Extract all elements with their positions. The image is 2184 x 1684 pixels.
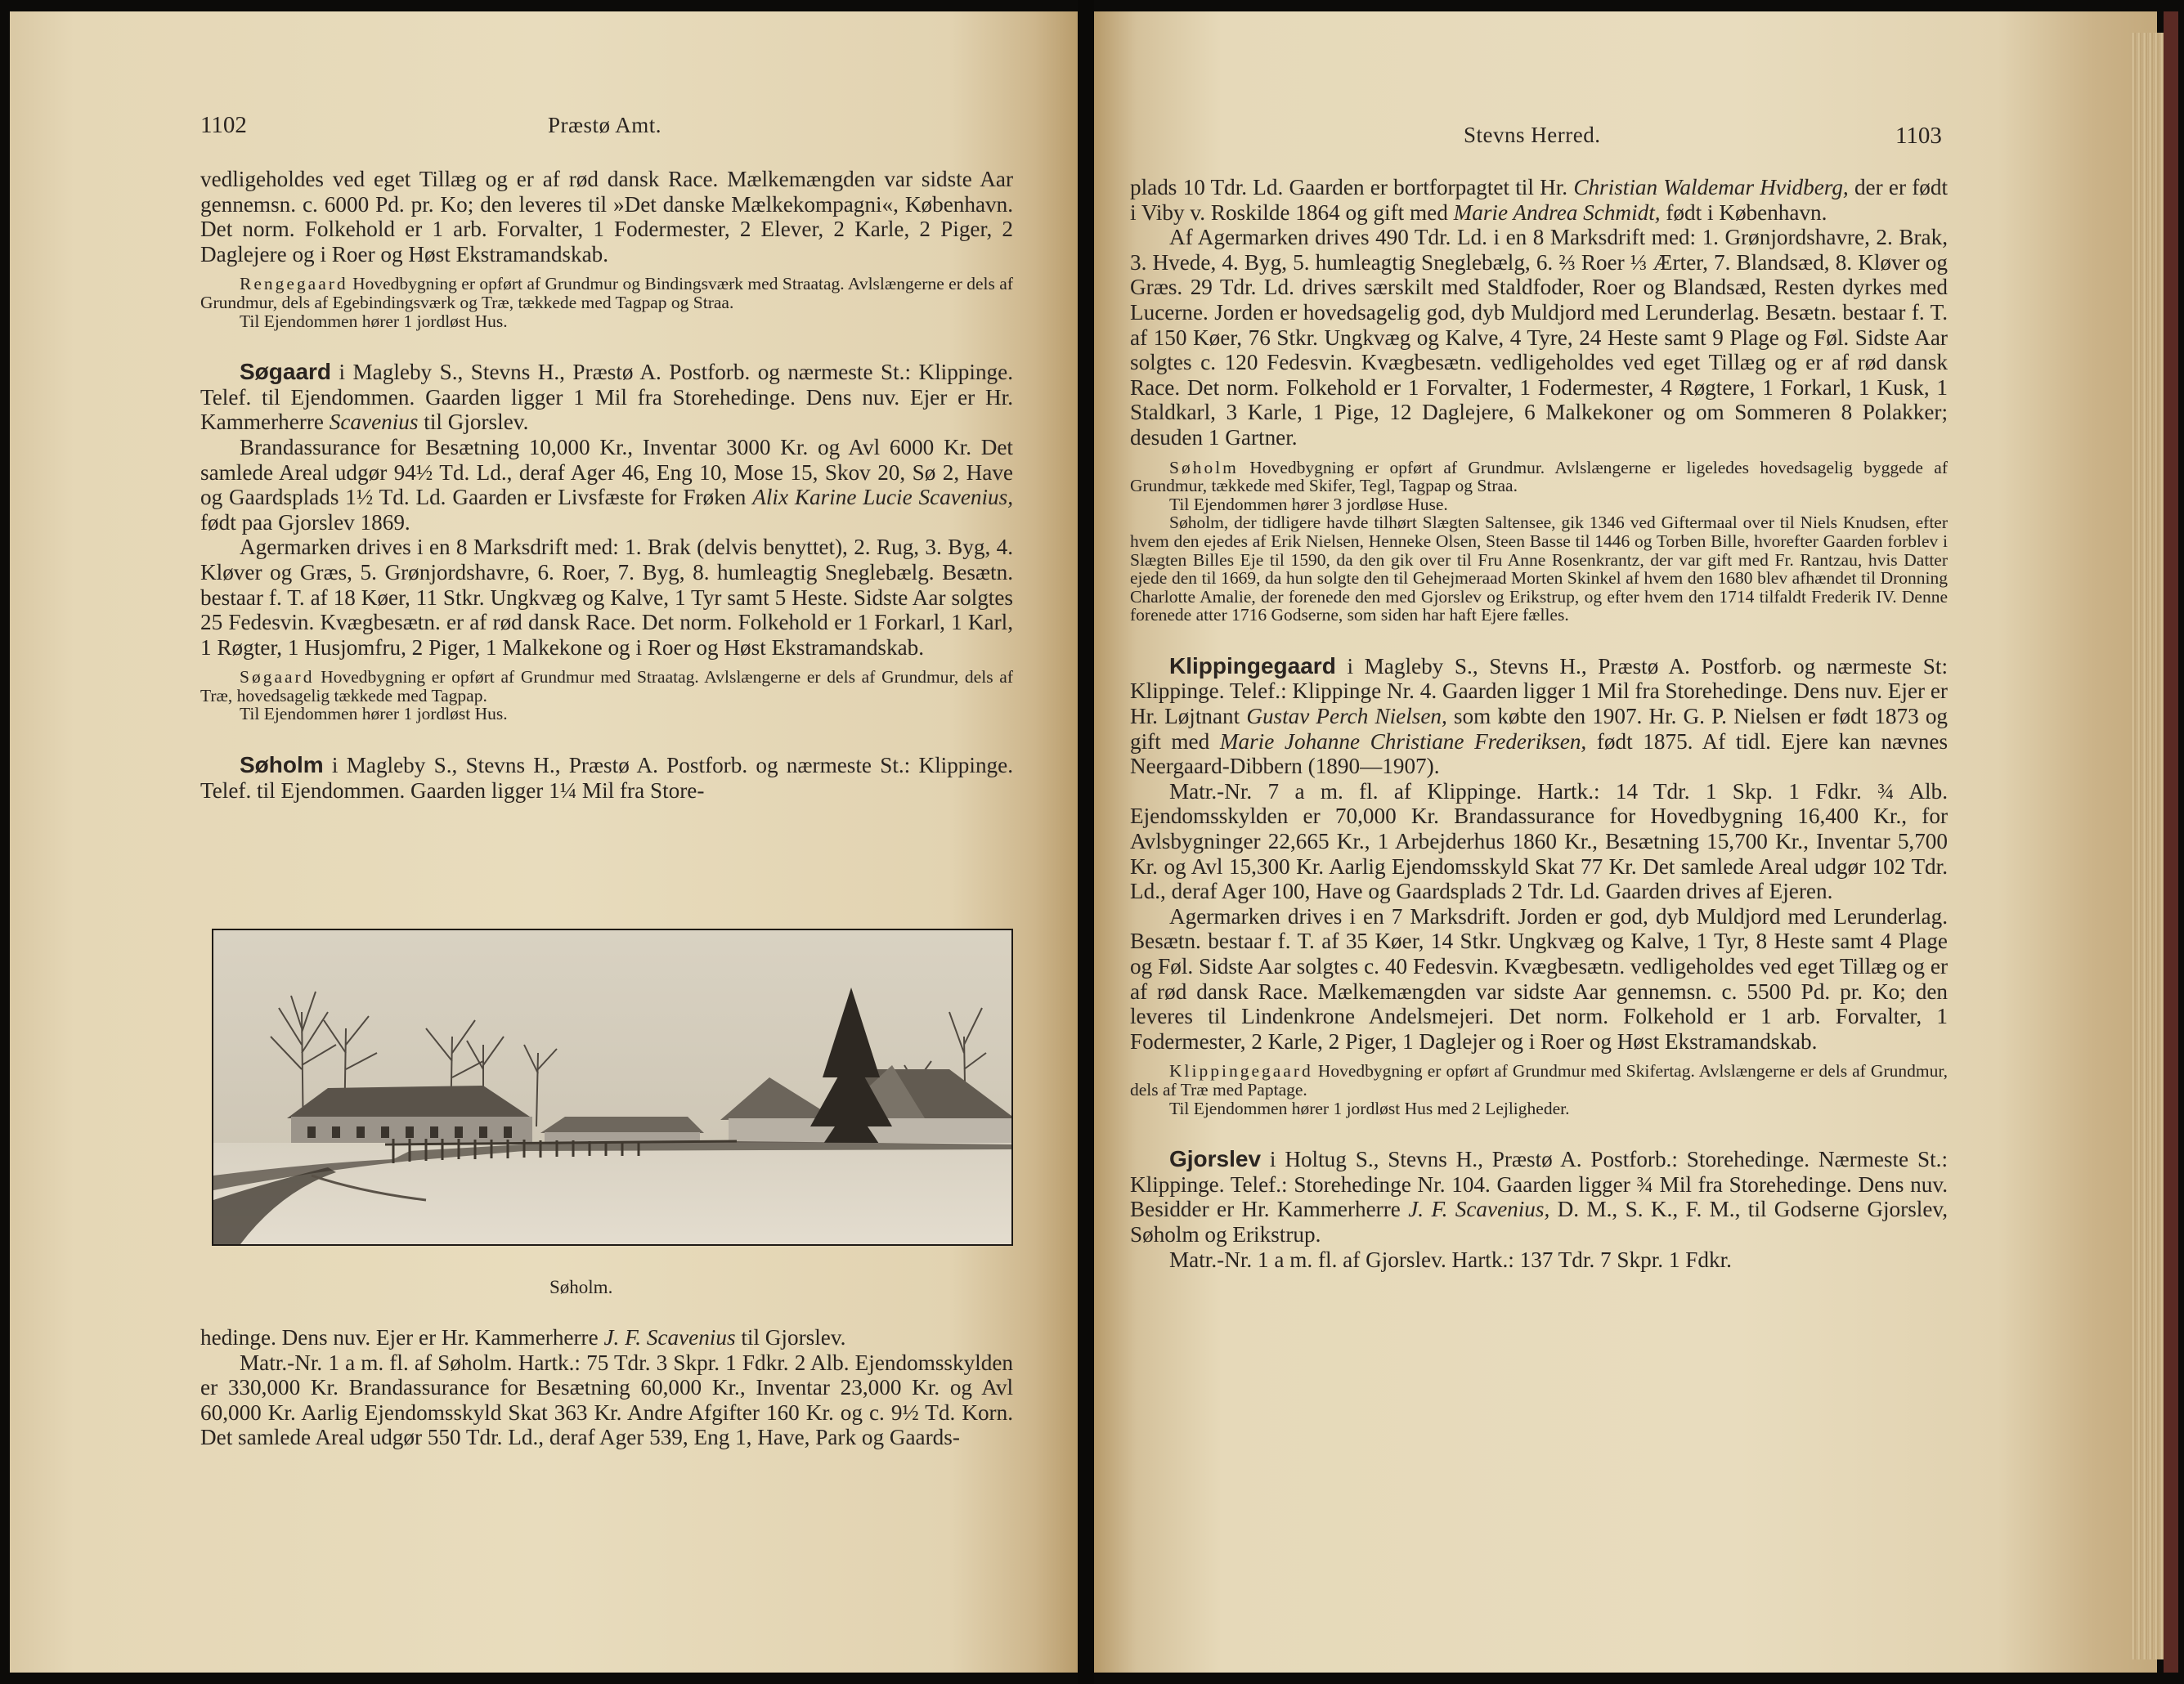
soholm-intro: Søholm i Magleby S., Stevns H., Præstø A. Postforb. og nærmeste St.: Klippinge. Telef. til Ejendommen. Gaarden ligger 1¼ Mil fra Store-	[200, 752, 1014, 803]
sogaard-heading: Søgaard	[240, 359, 332, 385]
book-cover-edge	[2164, 11, 2178, 1673]
right-page	[1094, 11, 2157, 1673]
left-running-head: Præstø Amt.	[548, 113, 662, 137]
sogaard-paragraph-3: Agermarken drives i en 8 Marksdrift med: 1. Brak (delvis benyttet), 2. Rug, 3. Byg, 4. Kløver og Græs, 5. Grønjordshavre, 6. Roer, 7. Byg, 8. humleagtig Sneglebælg. Besætn. bestaar f. T. af 18 Køer, 11 Stkr. Ungkvæg og Kalve, 1 Tyr samt 5 Heste. Sidste Aar solgtes 25 Fedesvin. Kvægbesætn. er af rød dansk Race. Det norm. Folkehold er 1 Forkarl, 1 Karl, 1 Røgter, 1 Husjomfru, 2 Piger, 1 Malkekone og i Roer og Høst Ekstramandskab.	[200, 535, 1013, 660]
sogaard-note: Søgaard Hovedbygning er opført af Grundmur med Straatag. Avlslængerne er dels af Grundmur, dels af Træ, hovedsagelig tækkede med Tagpap.	[200, 667, 1014, 705]
left-text-block-2	[200, 1325, 1013, 1450]
sogaard-intro: Søgaard i Magleby S., Stevns H., Præstø A. Postforb. og nærmeste St.: Klippinge. Telef. til Ejendommen. Gaarden ligger 1 Mil fra Storehedinge. Dens nuv. Ejer er Hr. Kammerherre Scavenius til Gjorslev.	[200, 359, 1014, 435]
soholm-heading: Søholm	[240, 752, 324, 778]
rengegaard-note: Rengegaard Hovedbygning er opført af Grundmur og Bindingsværk med Straatag. Avlslængerne er dels af Grundmur, dels af Egebindingsværk og Træ, tækkede med Tagpap og Straa.	[200, 274, 1014, 312]
sogaard-paragraph-2: Brandassurance for Besætning 10,000 Kr., Inventar 3000 Kr. og Avl 6000 Kr. Det samlede Areal udgør 94½ Td. Ld., deraf Ager 46, Eng 10, Mose 15, Skov 20, Sø 2, Have og Gaardsplads 1½ Td. Ld. Gaarden er Livsfæste for Frøken Alix Karine Lucie Scavenius, født paa Gjorslev 1869.	[200, 434, 1014, 535]
klippingegaard-paragraph-3: Agermarken drives i en 7 Marksdrift. Jorden er god, dyb Muldjord med Lerunderlag. Besætn. bestaar f. T. af 35 Køer, 14 Stkr. Ungkvæg og Kalve, 1 Tyr, 8 Heste samt 4 Plage og Føl. Sidste Aar solgtes c. 40 Fedesvin. Kvægbesætn. vedligeholdes ved eget Tillæg og er af rød dansk Race. Mælkemængden var sidste Aar gennemsn. c. 5500 Pd. pr. Ko; den leveres til Lindenkrone Andelsmejeri. Det norm. Folkehold er 1 arb. Forvalter, 1 Fodermester, 2 Karle, 2 Piger, 1 Daglejer og i Roer og Høst Ekstramandskab.	[1130, 903, 1948, 1054]
rengegaard-name: Rengegaard	[240, 274, 348, 294]
klippingegaard-note-2: Til Ejendommen hører 1 jordløst Hus med 2 Lejligheder.	[1169, 1098, 1570, 1118]
photo-caption: Søholm.	[549, 1277, 613, 1297]
soholm-paragraph-2: Matr.-Nr. 1 a m. fl. af Søholm. Hartk.: 75 Tdr. 3 Skpr. 1 Fdkr. 2 Alb. Ejendomsskylden er 330,000 Kr. Brandassurance for Besætning 60,000 Kr., Inventar 23,000 Kr. og Avl 60,000 Kr. Aarlig Ejendomsskyld Skat 363 Kr. Andre Afgifter 160 Kr. og c. 9½ Td. Korn. Det samlede Areal udgør 550 Tdr. Ld., deraf Ager 539, Eng 1, Have, Park og Gaards-	[200, 1350, 1013, 1450]
klippingegaard-note: Klippingegaard Hovedbygning er opført af Grundmur med Skifertag. Avlslængerne er dels af Grundmur, dels af Træ med Paptage.	[1130, 1061, 1949, 1100]
gjorslev-intro: Gjorslev i Holtug S., Stevns H., Præstø A. Postforb.: Storehedinge. Nærmeste St.: Klippinge. Telef.: Storehedinge Nr. 104. Gaarden ligger ¾ Mil fra Storehedinge. Dens nuv. Besidder er Hr. Kammerherre J. F. Scavenius, D. M., S. K., F. M., til Godserne Gjorslev, Søholm og Erikstrup.	[1130, 1146, 1949, 1247]
klippingegaard-intro: Klippingegaard i Magleby S., Stevns H., Præstø A. Postforb. og nærmeste St: Klippinge. Telef.: Klippinge Nr. 4. Gaarden ligger 1 Mil fra Storehedinge. Dens nuv. Ejer er Hr. Løjtnant Gustav Perch Nielsen, som købte den 1907. Hr. G. P. Nielsen er født 1873 og gift med Marie Johanne Christiane Frederiksen, født 1875. Af tidl. Ejere kan nævnes Neergaard-Dibbern (1890—1907).	[1130, 652, 1949, 779]
soholm-photograph	[212, 929, 1013, 1246]
klippingegaard-paragraph-2: Matr.-Nr. 7 a m. fl. af Klippinge. Hartk.: 14 Tdr. 1 Skp. 1 Fdkr. ¾ Alb. Ejendomsskylden er 70,000 Kr. Brandassurance for Hovedbygning 16,400 Kr., for Avlsbygninger 22,665 Kr., 1 Arbejderhus 1860 Kr., Besætning 15,700 Kr., Inventar 5,700 Kr. og Avl 15,300 Kr. Aarlig Ejendomsskyld Skat 77 Kr. Det samlede Areal udgør 102 Tdr. Ld., deraf Ager 100, Have og Gaardsplads 2 Tdr. Ld. Gaarden drives af Ejeren.	[1130, 778, 1948, 904]
right-top-paragraph: plads 10 Tdr. Ld. Gaarden er bortforpagtet til Hr. Christian Waldemar Hvidberg, der er født i Viby v. Roskilde 1864 og gift med Marie Andrea Schmidt, født i København.	[1130, 175, 1949, 225]
left-page-number: 1102	[200, 112, 247, 138]
soholm-continuation: hedinge. Dens nuv. Ejer er Hr. Kammerherre J. F. Scavenius til Gjorslev.	[200, 1325, 846, 1350]
left-page	[10, 11, 1078, 1673]
right-paragraph-2: Af Agermarken drives 490 Tdr. Ld. i en 8 Marksdrift med: 1. Grønjordshavre, 2. Brak, 3. Hvede, 4. Byg, 5. humleagtig Sneglebælg, 6. ⅔ Roer ⅓ Ærter, 7. Blandsæd, 8. Kløver og Græs. 29 Tdr. Ld. drives særskilt med Staldfoder, Roer og Blandsæd, Resten dyrkes med Lucerne. Jorden er hovedsagelig god, dyb Muldjord med Lerunderlag. Besætn. bestaar f. T. af 150 Køer, 76 Stkr. Ungkvæg og Kalve, 4 Tyre, 24 Heste samt 9 Plage og Føl. Sidste Aar solgtes c. 120 Fedesvin. Kvægbesætn. vedligeholdes ved eget Tillæg og er af rød dansk Race. Det norm. Folkehold er 1 Forvalter, 1 Fodermester, 4 Røgtere, 1 Forkarl, 1 Kusk, 1 Staldkarl, 3 Karle, 1 Pige, 12 Daglejere, 6 Malkekoner og om Sommeren 8 Polakker; desuden 1 Gartner.	[1130, 225, 1948, 450]
soholm-photo-illustration	[213, 930, 1013, 1246]
right-page-number: 1103	[1895, 123, 1942, 149]
gjorslev-heading: Gjorslev	[1169, 1146, 1262, 1172]
book-gutter	[1078, 0, 1094, 1684]
page-edges	[2131, 33, 2164, 1659]
klippingegaard-heading: Klippingegaard	[1169, 652, 1336, 679]
rengegaard-note-2: Til Ejendommen hører 1 jordløst Hus.	[240, 311, 508, 331]
soholm-note: Søholm Hovedbygning er opført af Grundmur. Avlslængerne er ligeledes hovedsagelig byggede af Grundmur, tækkede med Skifer, Tegl, Tagpap og Straa.	[1130, 457, 1948, 496]
gjorslev-paragraph-2: Matr.-Nr. 1 a m. fl. af Gjorslev. Hartk.: 137 Tdr. 7 Skpr. 1 Fdkr.	[1169, 1247, 1732, 1272]
soholm-history: Søholm, der tidligere havde tilhørt Slægten Saltensee, gik 1346 ved Giftermaal over til Niels Knudsen, efter hvem den ejedes af Erik Nielsen, Henneke Olsen, Steen Basse til 1446 og Torben Bille, hvorefter Gaarden forblev i Slægten Billes Eje til 1590, da den gik over til Fru Anne Rosenkrantz, der var gift med Fr. Rantzau, hvis Datter ejede den til 1669, da hun solgte den til Gehejmeraad Morten Skinkel af hvem den 1680 blev afhændet til Dronning Charlotte Amalie, der forenede den med Gjorslev og Erikstrup, og efter hvem den 1714 tilfaldt Frederik IV. Denne forenede atter 1716 Godserne, som siden har haft Ejere fælles.	[1130, 513, 1948, 625]
left-top-paragraph: vedligeholdes ved eget Tillæg og er af rød dansk Race. Mælkemængden var sidste Aar gennemsn. c. 6000 Pd. pr. Ko; den leveres til »Det danske Mælkekompagni«, København. Det norm. Folkehold er 1 arb. Forvalter, 1 Fodermester, 2 Elever, 2 Karle, 2 Piger, 2 Daglejere og i Roer og Høst Ekstramandskab.	[200, 167, 1013, 266]
left-text-block-1	[200, 167, 1013, 803]
sogaard-note-2: Til Ejendommen hører 1 jordløst Hus.	[240, 704, 508, 724]
right-running-head: Stevns Herred.	[1464, 123, 1601, 147]
right-text-block	[1130, 175, 1948, 1272]
soholm-note-2: Til Ejendommen hører 3 jordløse Huse.	[1169, 494, 1448, 514]
